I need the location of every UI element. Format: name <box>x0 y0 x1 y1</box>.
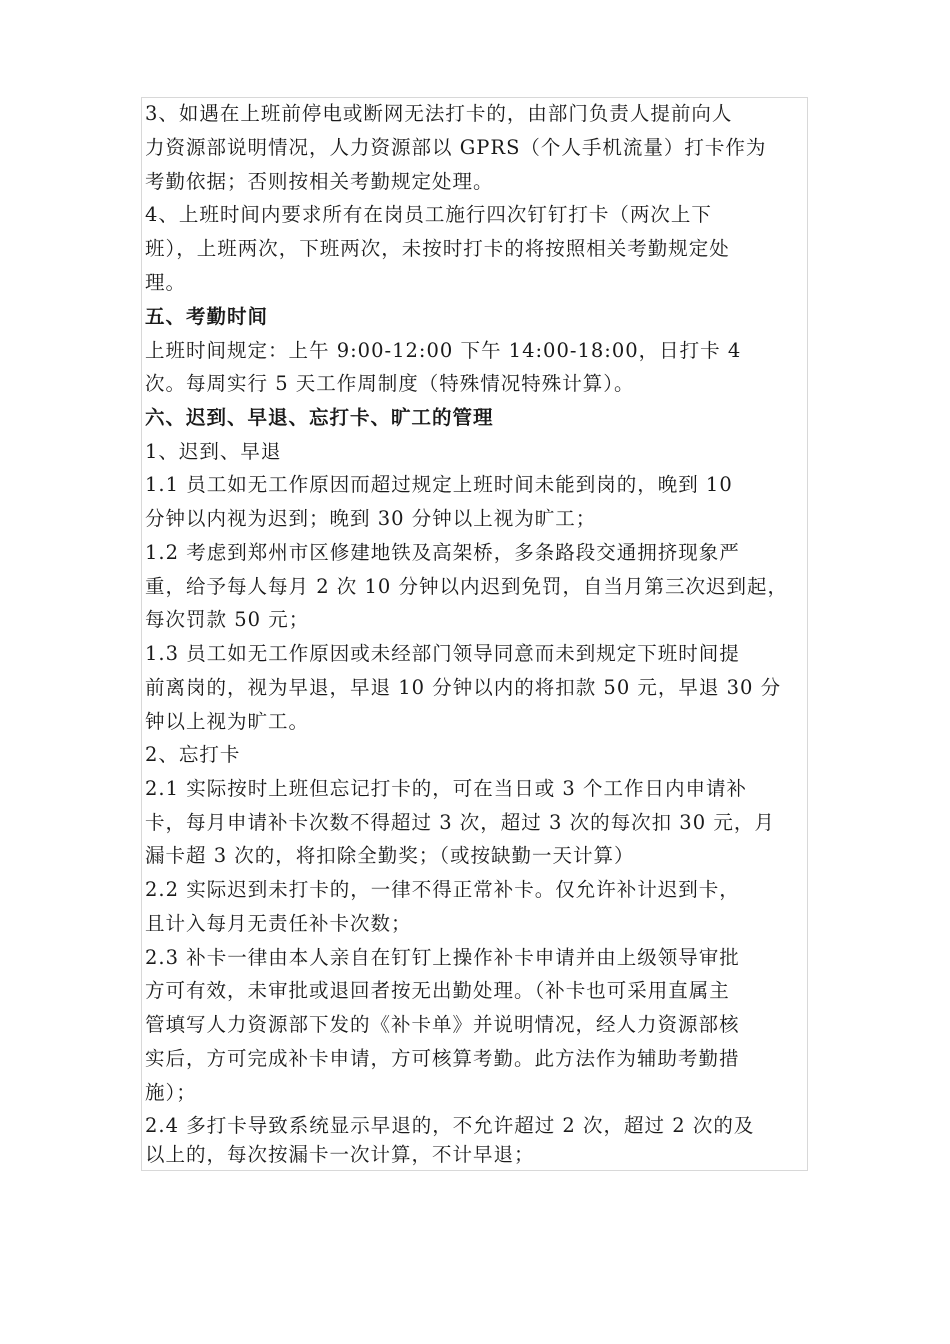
paragraph-line: 以上的，每次按漏卡一次计算，不计早退； <box>145 1143 535 1166</box>
paragraph-line: 2.1 实际按时上班但忘记打卡的，可在当日或 3 个工作日内申请补 <box>145 777 748 800</box>
paragraph-line: 班），上班两次，下班两次，未按时打卡的将按照相关考勤规定处 <box>145 237 730 260</box>
paragraph-line: 理。 <box>145 271 187 294</box>
paragraph-line: 且计入每月无责任补卡次数； <box>145 912 412 935</box>
paragraph-line: 重，给予每人每月 2 次 10 分钟以内迟到免罚，自当月第三次迟到起， <box>145 575 789 598</box>
paragraph-line: 实后，方可完成补卡申请，方可核算考勤。此方法作为辅助考勤措 <box>145 1047 740 1070</box>
paragraph-line: 上班时间规定：上午 9:00-12:00 下午 14:00-18:00，日打卡 4 <box>145 339 742 362</box>
paragraph-line: 考勤依据；否则按相关考勤规定处理。 <box>145 170 494 193</box>
paragraph-line: 每次罚款 50 元； <box>145 608 310 631</box>
paragraph-line: 4、上班时间内要求所有在岗员工施行四次钉钉打卡（两次上下 <box>145 203 712 226</box>
paragraph-line: 1.1 员工如无工作原因而超过规定上班时间未能到岗的，晚到 10 <box>145 473 733 496</box>
paragraph-line: 2.4 多打卡导致系统显示早退的，不允许超过 2 次，超过 2 次的及 <box>145 1114 755 1137</box>
section-heading: 六、迟到、早退、忘打卡、旷工的管理 <box>145 406 494 429</box>
paragraph-line: 漏卡超 3 次的，将扣除全勤奖；（或按缺勤一天计算） <box>145 844 635 867</box>
paragraph-line: 分钟以内视为迟到；晚到 30 分钟以上视为旷工； <box>145 507 597 530</box>
paragraph-line: 1.3 员工如无工作原因或未经部门领导同意而未到规定下班时间提 <box>145 642 740 665</box>
paragraph-line: 次。每周实行 5 天工作周制度（特殊情况特殊计算）。 <box>145 372 635 395</box>
paragraph-line: 2.3 补卡一律由本人亲自在钉钉上操作补卡申请并由上级领导审批 <box>145 946 740 969</box>
paragraph-line: 管填写人力资源部下发的《补卡单》并说明情况，经人力资源部核 <box>145 1013 740 1036</box>
paragraph-line: 施）； <box>145 1081 197 1104</box>
paragraph-line: 1、迟到、早退 <box>145 440 282 463</box>
paragraph-line: 前离岗的，视为早退，早退 10 分钟以内的将扣款 50 元，早退 30 分 <box>145 676 782 699</box>
paragraph-line: 2、忘打卡 <box>145 743 241 766</box>
paragraph-line: 力资源部说明情况，人力资源部以 GPRS（个人手机流量）打卡作为 <box>145 136 767 159</box>
paragraph-line: 卡，每月申请补卡次数不得超过 3 次，超过 3 次的每次扣 30 元，月 <box>145 811 775 834</box>
paragraph-line: 2.2 实际迟到未打卡的，一律不得正常补卡。仅允许补计迟到卡， <box>145 878 740 901</box>
paragraph-line: 1.2 考虑到郑州市区修建地铁及高架桥，多条路段交通拥挤现象严 <box>145 541 740 564</box>
paragraph-line: 钟以上视为旷工。 <box>145 710 310 733</box>
paragraph-line: 3、如遇在上班前停电或断网无法打卡的，由部门负责人提前向人 <box>145 102 733 125</box>
section-heading: 五、考勤时间 <box>145 305 269 328</box>
paragraph-line: 方可有效，未审批或退回者按无出勤处理。（补卡也可采用直属主 <box>145 979 730 1002</box>
